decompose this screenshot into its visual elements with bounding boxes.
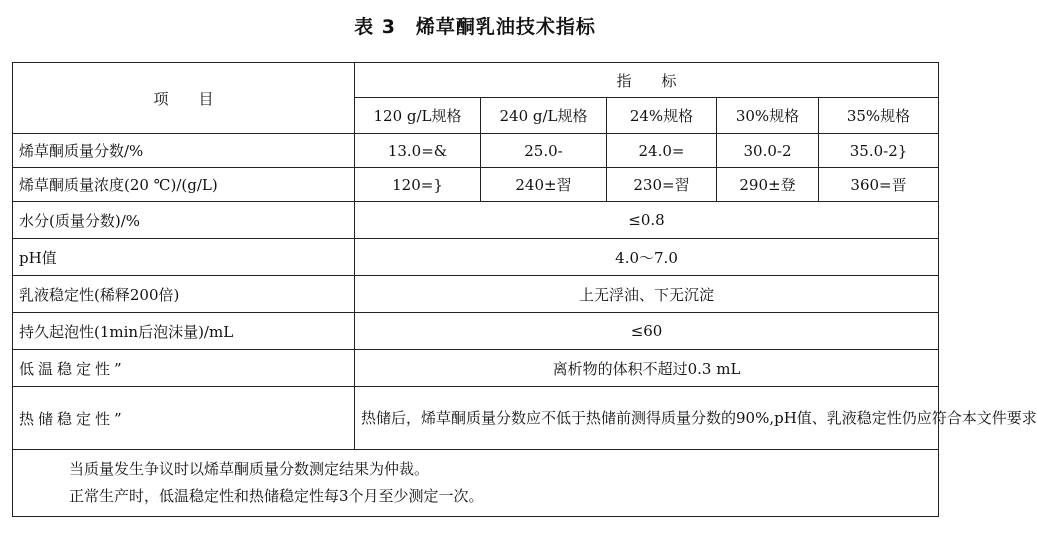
table-cell: 热储后，烯草酮质量分数应不低于热储前测得质量分数的90%,pH值、乳液稳定性仍应符合本文件要求 [355,387,939,450]
table-cell: 上无浮油、下无沉淀 [355,276,939,313]
row-label: 热储稳定性” [13,387,355,450]
row-label: pH值 [13,239,355,276]
header-item: 项 目 [13,63,355,134]
row-label: 水分(质量分数)/% [13,202,355,239]
row-label: 烯草酮质量分数/% [13,134,355,168]
footnotes-cell [13,450,939,517]
header-indicator: 指 标 [355,63,939,98]
spec-table [12,62,1037,517]
table-cell: 25.0- [481,134,607,168]
table-title: 表 3 烯草酮乳油技术指标 [354,16,596,38]
table-cell: 240±習 [481,168,607,202]
spec-header: 240 g/L规格 [481,98,607,134]
spec-header: 120 g/L规格 [355,98,481,134]
table-cell: 360=晋 [819,168,939,202]
row-label: 乳液稳定性(稀释200倍) [13,276,355,313]
table-cell: ≤60 [355,313,939,350]
table-cell: ≤0.8 [355,202,939,239]
table-row [13,239,939,276]
table-row [13,350,939,387]
table-cell: 290±登 [717,168,819,202]
footnote: 当质量发生争议时以烯草酮质量分数测定结果为仲裁。 [69,460,430,478]
table-row [13,313,939,350]
table-cell: 24.0= [607,134,717,168]
row-label: 低温稳定性” [13,350,355,387]
table-cell: 35.0-2} [819,134,939,168]
spec-header: 35%规格 [819,98,939,134]
table-row [13,168,939,202]
table-row [13,276,939,313]
table-cell: 30.0-2 [717,134,819,168]
header-row [13,63,939,98]
table-cell: 230=習 [607,168,717,202]
table-row [13,202,939,239]
row-label: 持久起泡性(1min后泡沫量)/mL [13,313,355,350]
table-row [13,387,939,450]
row-label: 烯草酮质量浓度(20 ℃)/(g/L) [13,168,355,202]
table-cell: 4.0～7.0 [355,239,939,276]
table-cell: 离析物的体积不超过0.3 mL [355,350,939,387]
table-cell: 120=} [355,168,481,202]
table-cell: 13.0=& [355,134,481,168]
spec-header: 24%规格 [607,98,717,134]
spec-header: 30%规格 [717,98,819,134]
table-row [13,134,939,168]
footnote: 正常生产时，低温稳定性和热储稳定性每3个月至少测定一次。 [69,487,484,505]
footnote-row [13,450,939,517]
